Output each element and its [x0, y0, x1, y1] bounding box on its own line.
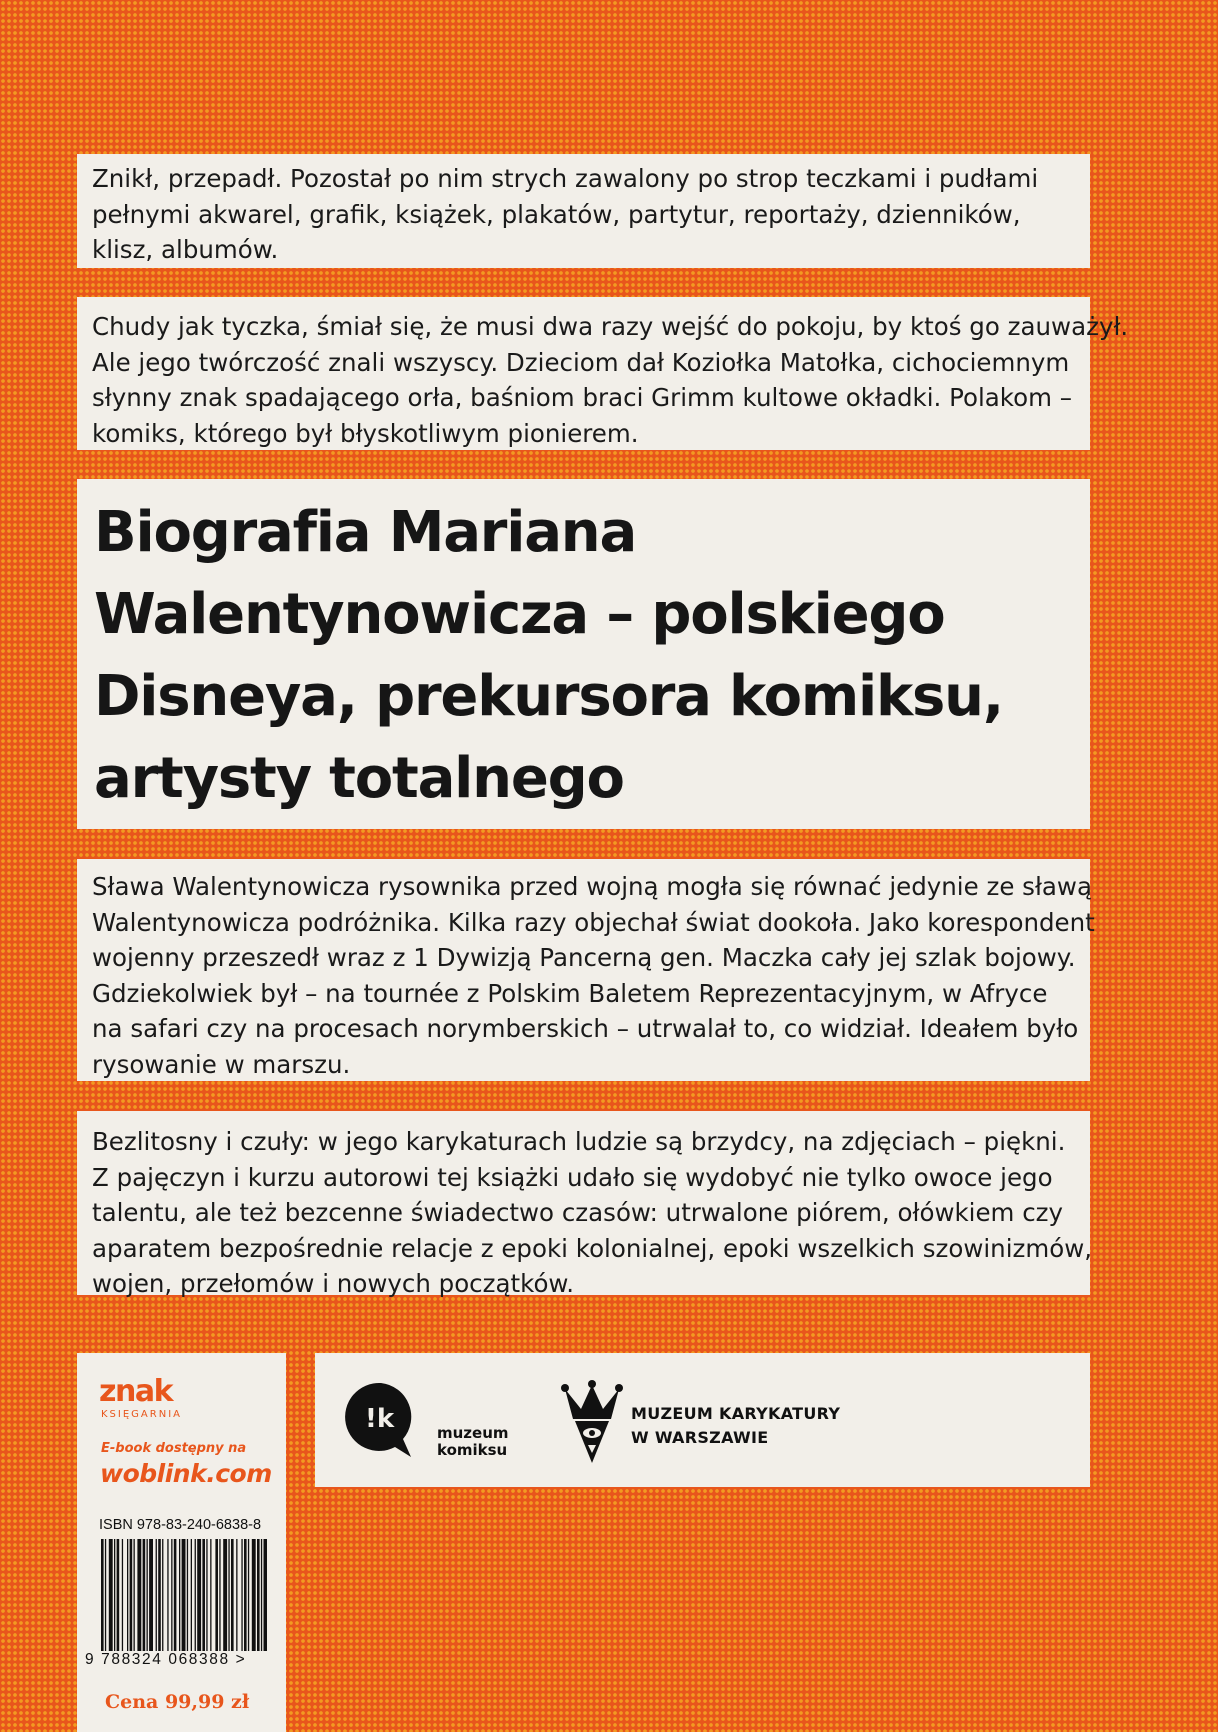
publisher-panel: [77, 1353, 286, 1732]
muzeum-komiksu-line: komiksu: [437, 1441, 508, 1459]
second-line: komiks, którego był błyskotliwym pionierem.: [92, 418, 639, 448]
znak-logo: znak: [99, 1374, 173, 1409]
intro-panel: [77, 154, 1090, 268]
fourth-line: talentu, ale też bezcenne świadectwo czasów: utrwalone piórem, ołówkiem czy: [92, 1198, 1064, 1227]
headline-panel: [77, 479, 1090, 829]
muzeum-karykatury-line: W WARSZAWIE: [631, 1428, 769, 1447]
second-line: słynny znak spadającego orła, baśniom braci Grimm kultowe okładki. Polakom –: [92, 383, 1072, 412]
third-line: rysowanie w marszu.: [92, 1049, 351, 1079]
third-text: [92, 869, 1095, 1082]
muzeum-karykatury-line: MUZEUM KARYKATURY: [631, 1404, 841, 1423]
price-label: Cena 99,99 zł: [105, 1691, 250, 1713]
third-line: wojenny przeszedł wraz z 1 Dywizją Pancerną gen. Maczka cały jej szlak bojowy.: [92, 943, 1076, 972]
headline-line: artysty totalnego: [94, 746, 624, 811]
muzeum-karykatury-label: [631, 1402, 840, 1450]
fourth-panel: [77, 1111, 1093, 1298]
znak-logo-subtitle: KSIĘGARNIA: [101, 1409, 182, 1420]
ebook-note: E-book dostępny na: [101, 1441, 247, 1456]
barcode-digits: 9 788324 068388 >: [85, 1651, 247, 1668]
muzeum-komiksu-line: muzeum: [437, 1424, 509, 1442]
muzeum-komiksu-icon: [345, 1381, 417, 1459]
intro-line: Znikł, przepadł. Pozostał po nim strych zawalony po strop teczkami i pudłami: [92, 164, 1039, 193]
third-line: Sława Walentynowicza rysownika przed wojną mogła się równać jedynie ze sławą: [92, 872, 1092, 901]
muzeum-komiksu-icon-text: !k: [365, 1404, 395, 1434]
second-line: Ale jego twórczość znali wszyscy. Dzieciom dał Koziołka Matołka, cichociemnym: [92, 347, 1070, 377]
jester-icon: [561, 1379, 623, 1465]
third-line: Gdziekolwiek był – na tournée z Polskim Baletem Reprezentacyjnym, w Afryce: [92, 978, 1048, 1008]
second-text: [92, 309, 1129, 451]
woblink-logo: woblink.com: [100, 1459, 272, 1488]
second-line: Chudy jak tyczka, śmiał się, że musi dwa razy wejść do pokoju, by ktoś go zauważył.: [92, 312, 1129, 341]
intro-text: [92, 161, 1075, 268]
headline-line: Walentynowicza – polskiego: [94, 582, 945, 647]
third-line: na safari czy na procesach norymberskich – utrwalał to, co widział. Ideałem było: [92, 1014, 1079, 1043]
book-headline: [94, 492, 1073, 820]
muzeum-komiksu-label: [437, 1425, 509, 1459]
fourth-line: Bezlitosny i czuły: w jego karykaturach ludzie są brzydcy, na zdjęciach – piękni.: [92, 1127, 1066, 1156]
isbn-label: ISBN 978-83-240-6838-8: [99, 1517, 262, 1533]
partners-panel: [315, 1353, 1090, 1487]
intro-line: pełnymi akwarel, grafik, książek, plakatów, partytur, reportaży, dzienników,: [92, 199, 1021, 229]
intro-line: klisz, albumów.: [92, 235, 279, 264]
headline-line: Biografia Mariana: [94, 500, 637, 565]
fourth-line: aparatem bezpośrednie relacje z epoki kolonialnej, epoki wszelkich szowinizmów,: [92, 1233, 1093, 1263]
fourth-line: Z pajęczyn i kurzu autorowi tej książki udało się wydobyć nie tylko owoce jego: [92, 1162, 1053, 1192]
fourth-text: [92, 1124, 1093, 1302]
second-panel: [77, 297, 1129, 450]
headline-line: Disneya, prekursora komiksu,: [94, 664, 1003, 729]
third-line: Walentynowicza podróżnika. Kilka razy objechał świat dookoła. Jako korespondent: [92, 907, 1095, 937]
barcode-icon: [99, 1539, 267, 1651]
fourth-line: wojen, przełomów i nowych początków.: [92, 1269, 575, 1298]
third-panel: [77, 859, 1095, 1081]
